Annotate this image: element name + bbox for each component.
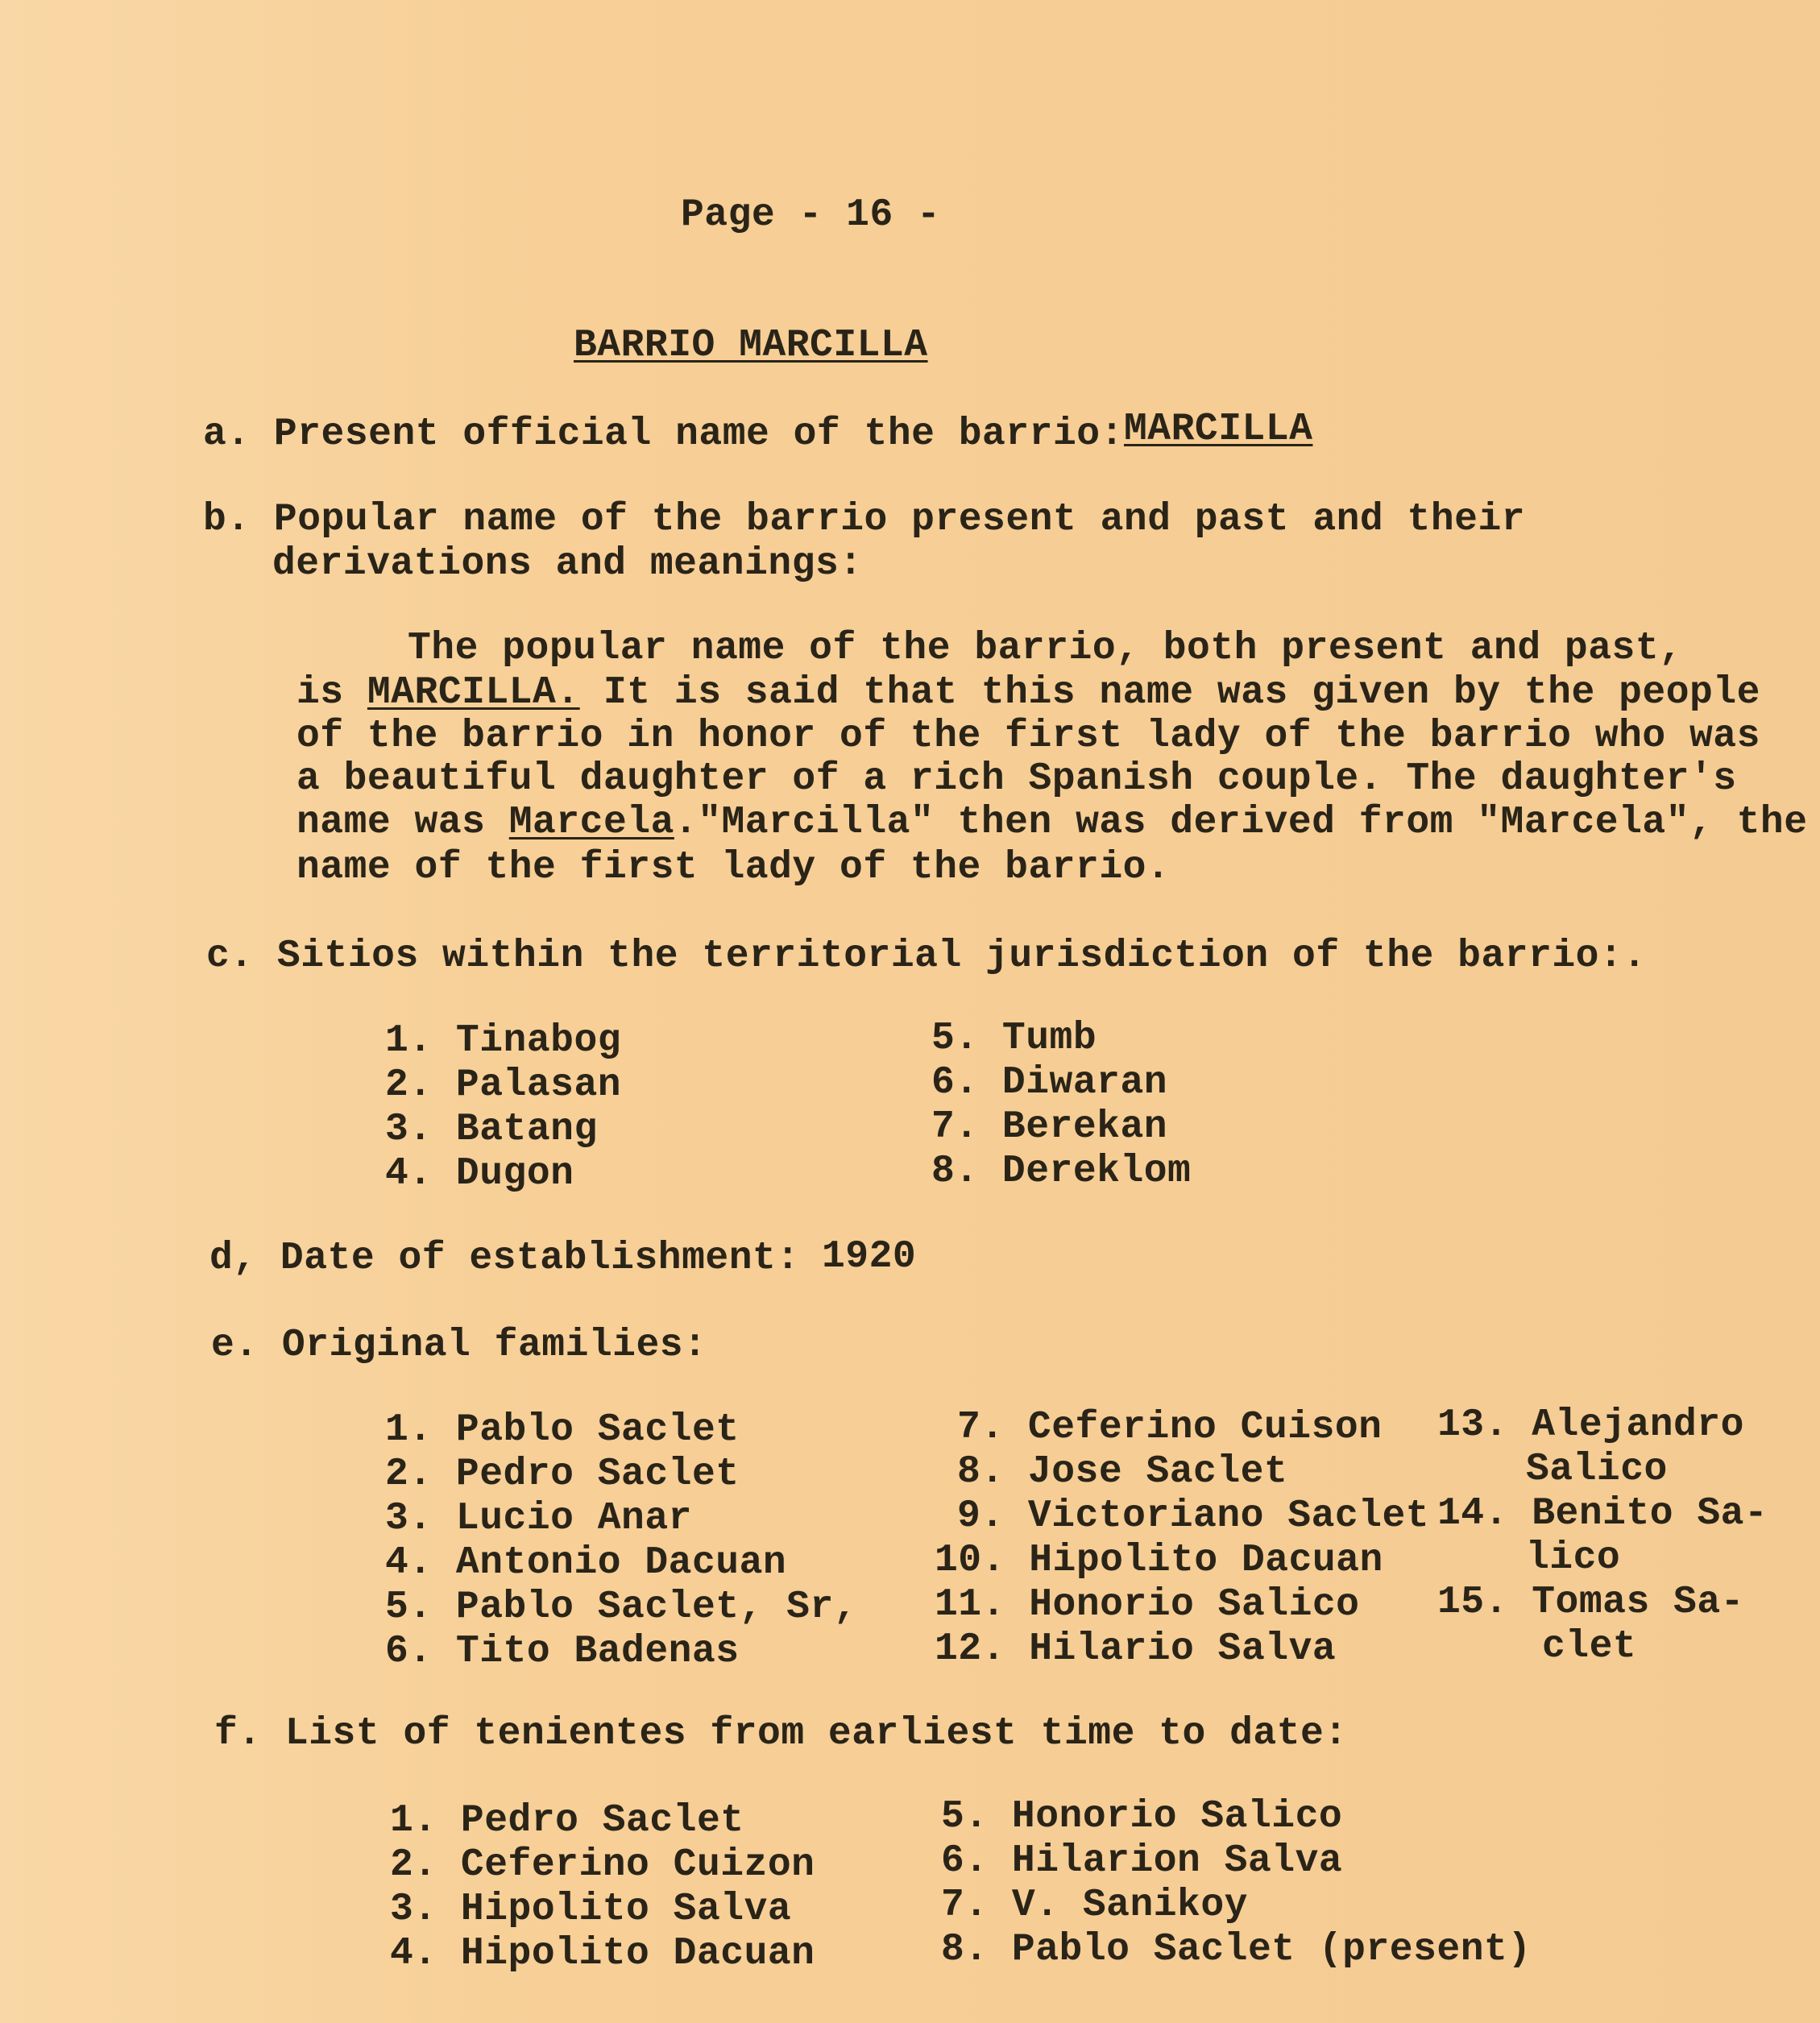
section-a-value: MARCILLA [1124,408,1313,451]
para-line2-prefix: is [296,671,344,715]
sitio-item: 5. Tumb [931,1017,1097,1060]
family-item-continuation: clet [1542,1625,1637,1669]
sitio-item: 7. Berekan [931,1105,1168,1149]
barrio-name-underlined: MARCILLA. [367,671,580,715]
sitio-item: 6. Diwaran [931,1061,1168,1105]
teniente-item: 1. Pedro Saclet [390,1799,744,1843]
teniente-item: 4. Hipolito Dacuan [390,1932,815,1975]
section-d-label: d, Date of establishment: [209,1237,800,1280]
teniente-item: 3. Hipolito Salva [390,1888,792,1931]
family-item-continuation: lico [1526,1536,1621,1580]
section-b-para-line3: of the barrio in honor of the first lady of the barrio who was [296,715,1760,758]
teniente-item: 2. Ceferino Cuizon [390,1843,815,1887]
family-item: 14. Benito Sa- [1437,1492,1768,1536]
sitio-item: 3. Batang [385,1108,598,1151]
para-line5-rest: ."Marcilla" then was derived from "Marcela", the [674,801,1808,844]
para-line5-prefix: name was [296,801,486,844]
page-heading: BARRIO MARCILLA [574,324,928,367]
family-item: 5. Pablo Saclet, Sr, [385,1586,858,1629]
family-item: 10. Hipolito Dacuan [935,1539,1383,1582]
page-number: Page - 16 - [681,193,941,237]
family-item: 6. Tito Badenas [385,1630,740,1673]
section-f-label: f. List of tenientes from earliest time to date: [214,1712,1348,1756]
para-line2-rest: It is said that this name was given by the people [579,671,1760,715]
family-item: 11. Honorio Salico [935,1583,1360,1627]
family-item: 15. Tomas Sa- [1437,1581,1744,1624]
family-item: 2. Pedro Saclet [385,1453,740,1496]
teniente-item: 7. V. Sanikoy [941,1884,1248,1927]
section-b-para-line5 [296,801,1808,844]
section-e-label: e. Original families: [211,1324,707,1367]
section-d-value: 1920 [822,1235,917,1279]
marcela-underlined: Marcela [508,801,674,844]
section-b-para-line4: a beautiful daughter of a rich Spanish couple. The daughter's [296,757,1737,801]
section-b-label-line1: b. Popular name of the barrio present and past and their [203,498,1526,541]
family-item: 3. Lucio Anar [385,1497,692,1540]
teniente-item: 8. Pablo Saclet (present) [941,1928,1532,1971]
sitio-item: 1. Tinabog [385,1019,622,1063]
family-item: 4. Antonio Dacuan [385,1541,787,1585]
section-b-label-line2: derivations and meanings: [272,542,863,586]
sitio-item: 4. Dugon [385,1152,574,1196]
section-b-para-line2 [296,671,1760,715]
section-a-label: a. Present official name of the barrio: [203,412,1124,456]
section-b-para-line6: name of the first lady of the barrio. [296,846,1171,889]
sitio-item: 8. Dereklom [931,1150,1192,1193]
family-item: 7. Ceferino Cuison [957,1406,1383,1449]
family-item-continuation: Salico [1526,1448,1668,1491]
sitio-item: 2. Palasan [385,1063,622,1107]
family-item: 9. Victoriano Saclet [957,1494,1430,1538]
section-c-label: c. Sitios within the territorial jurisdiction of the barrio:. [206,935,1647,978]
section-b-para-line1: The popular name of the barrio, both present and past, [408,627,1683,670]
family-item: 8. Jose Saclet [957,1450,1288,1494]
teniente-item: 6. Hilarion Salva [941,1839,1343,1883]
teniente-item: 5. Honorio Salico [941,1795,1343,1839]
family-item: 13. Alejandro [1437,1403,1744,1447]
family-item: 12. Hilario Salva [935,1627,1337,1671]
family-item: 1. Pablo Saclet [385,1408,740,1452]
